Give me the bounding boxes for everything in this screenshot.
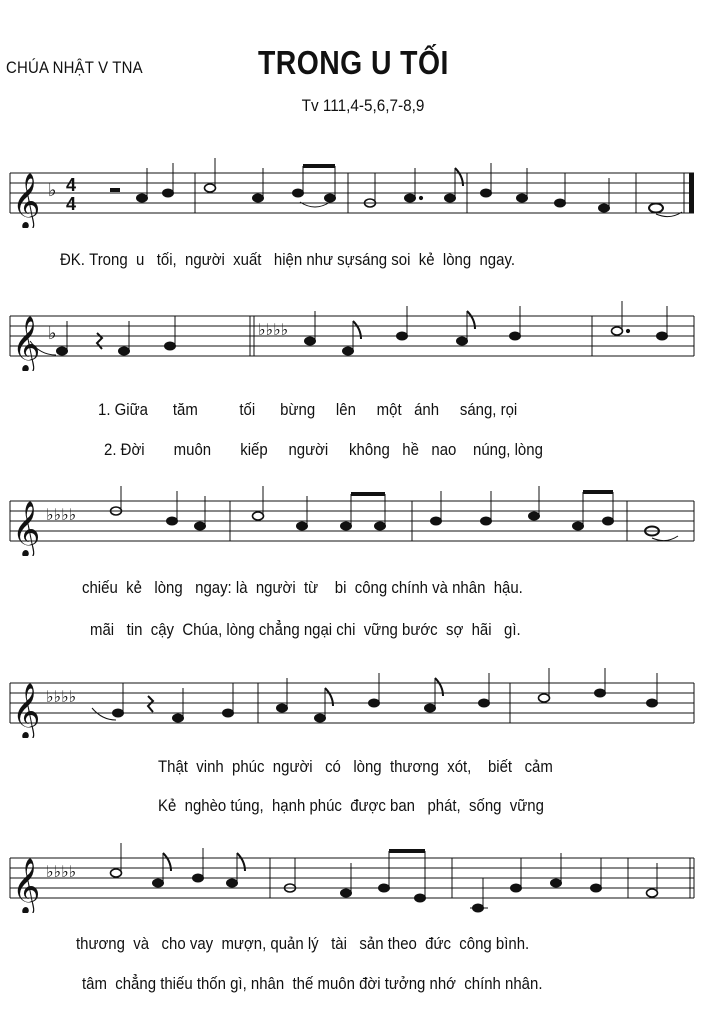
svg-text:♭♭♭♭: ♭♭♭♭: [46, 505, 77, 524]
svg-text:♭♭♭♭: ♭♭♭♭: [46, 862, 77, 881]
lyrics-system3-verse1: chiếu kẻ lòng ngay: là người từ bi công chính và nhân hậu.: [82, 578, 523, 597]
lyrics-system4-verse1: Thật vinh phúc người có lòng thương xót, biết cảm: [158, 757, 553, 776]
song-title: TRONG U TỐI: [258, 44, 449, 81]
svg-text:𝄞: 𝄞: [12, 683, 41, 738]
staff-system-2: [0, 301, 707, 371]
svg-text:♭: ♭: [48, 323, 57, 344]
staff-system-3: [0, 486, 707, 556]
lyrics-system5-verse1: thương và cho vay mượn, quản lý tài sản theo đức công bình.: [76, 934, 530, 953]
lyrics-system2-verse2: 2. Đời muôn kiếp người không hề nao núng, lòng: [104, 440, 543, 459]
occasion-label: CHÚA NHẬT V TNA: [6, 58, 143, 77]
staff-system-1: [0, 158, 707, 228]
lyrics-system5-verse2: tâm chẳng thiếu thốn gì, nhân thế muôn đời tưởng nhớ chính nhân.: [82, 974, 543, 993]
psalm-reference: Tv 111,4-5,6,7-8,9: [301, 96, 425, 115]
svg-text:♭♭♭♭: ♭♭♭♭: [258, 320, 289, 339]
svg-text:♭: ♭: [48, 180, 57, 201]
svg-text:𝄞: 𝄞: [12, 858, 41, 913]
svg-text:𝄞: 𝄞: [12, 316, 41, 371]
lyrics-system2-verse1: 1. Giữa tăm tối bừng lên một ánh sáng, rọi: [98, 400, 518, 419]
staff-system-4: [0, 668, 707, 738]
svg-text:𝄞: 𝄞: [12, 501, 41, 556]
lyrics-refrain: ĐK. Trong u tối, người xuất hiện như sựsáng soi kẻ lòng ngay.: [60, 250, 515, 269]
svg-text:4: 4: [66, 194, 77, 214]
staff-system-5: [0, 843, 707, 913]
svg-text:4: 4: [66, 175, 77, 195]
svg-text:𝄞: 𝄞: [12, 173, 41, 228]
svg-text:♭♭♭♭: ♭♭♭♭: [46, 687, 77, 706]
lyrics-system4-verse2: Kẻ nghèo túng, hạnh phúc được ban phát, sống vững: [158, 796, 544, 815]
lyrics-system3-verse2: mãi tin cậy Chúa, lòng chẳng ngại chi vững bước sợ hãi gì.: [90, 620, 521, 639]
